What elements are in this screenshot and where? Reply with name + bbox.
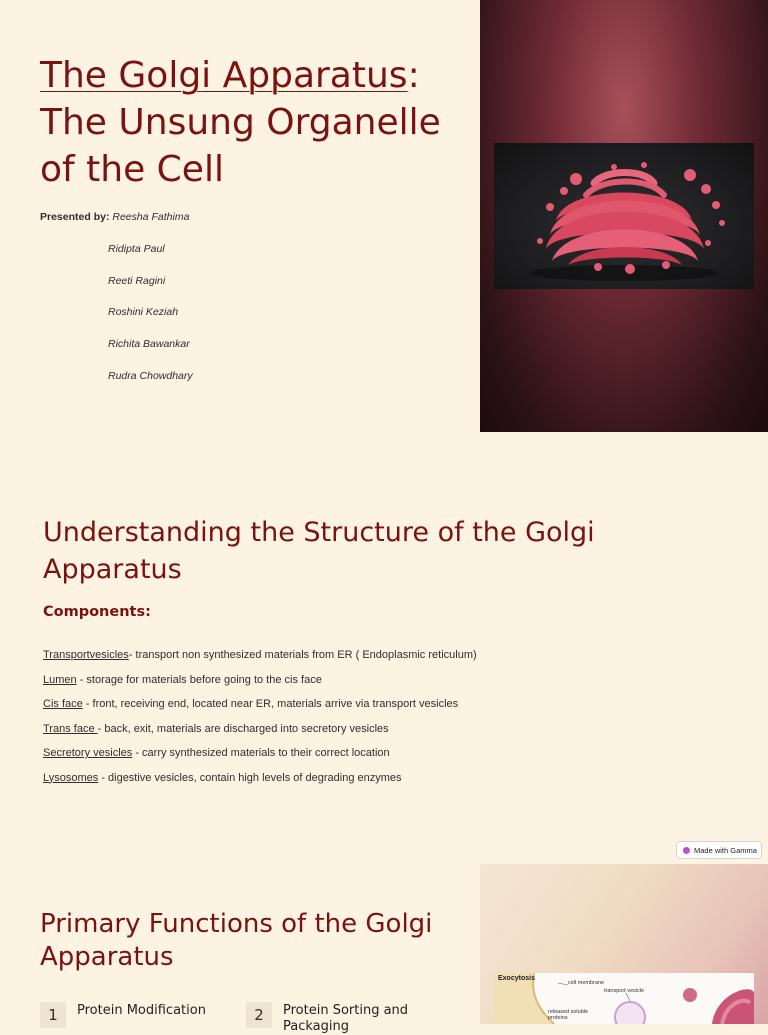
component-term: Lumen — [43, 673, 77, 686]
gamma-logo-icon — [683, 847, 690, 854]
components-list — [43, 646, 723, 793]
component-desc: - transport non synthesized materials from ER ( Endoplasmic reticulum) — [128, 649, 477, 661]
function-number: 1 — [40, 1002, 66, 1028]
diagram-label: released soluble proteins — [548, 1009, 589, 1021]
golgi-image — [494, 143, 754, 289]
title-subtitle: The Unsung Organelle of the Cell — [40, 102, 441, 190]
presenter-name: Rudra Chowdhary — [108, 369, 193, 382]
function-number: 2 — [246, 1002, 272, 1028]
component-term: Lysosomes — [43, 771, 99, 784]
title-slide — [0, 0, 768, 432]
presenter-name: Ridipta Paul — [108, 242, 165, 255]
diagram-label: cell membrane — [568, 980, 605, 986]
diagram-heading: Exocytosis — [498, 975, 535, 982]
presented-by-label: Presented by: — [40, 211, 110, 223]
presenter-name: Reeti Ragini — [108, 274, 166, 287]
list-item — [43, 769, 723, 794]
list-item — [43, 695, 723, 720]
component-desc: - front, receiving end, located near ER, materials arrive via transport vesicles — [82, 698, 459, 710]
components-heading: Components: — [43, 604, 151, 620]
title-link[interactable]: The Golgi Apparatus — [40, 55, 408, 96]
function-item — [246, 1002, 423, 1035]
badge-label: Made with Gamma — [694, 845, 757, 855]
presenters-block — [40, 211, 420, 402]
component-term: Transportvesicles — [43, 649, 129, 661]
slide-title — [40, 52, 460, 193]
list-item — [43, 720, 723, 745]
component-desc: - digestive vesicles, contain high levels of degrading enzymes — [98, 771, 402, 784]
golgi-apparatus-icon — [494, 143, 754, 289]
component-term: Cis face — [43, 698, 83, 710]
functions-slide — [0, 864, 768, 1034]
component-term: Trans face — [43, 722, 98, 735]
function-item — [40, 1002, 217, 1028]
diagram-label: transport vesicle — [604, 988, 645, 994]
component-desc: - storage for materials before going to the cis face — [76, 673, 322, 686]
component-desc: - back, exit, materials are discharged into secretory vesicles — [97, 722, 389, 735]
structure-slide — [0, 432, 768, 864]
list-item — [43, 744, 723, 769]
exocytosis-diagram — [494, 973, 754, 1024]
title-colon: : — [407, 55, 420, 96]
presenter-name: Richita Bawankar — [108, 338, 190, 351]
slide-title: Understanding the Structure of the Golgi Apparatus — [43, 517, 595, 585]
side-panel — [480, 864, 768, 1024]
presenter-name: Roshini Keziah — [108, 306, 179, 319]
component-desc: - carry synthesized materials to their correct location — [132, 747, 390, 759]
hero-panel — [480, 0, 768, 432]
slide-title: Primary Functions of the Golgi Apparatus — [40, 909, 433, 972]
list-item — [43, 671, 723, 696]
function-label: Protein Sorting and Packaging — [283, 1003, 409, 1034]
component-term: Secretory vesicles — [43, 747, 133, 759]
made-with-gamma-badge[interactable] — [676, 841, 762, 859]
presenter-name: Reesha Fathima — [112, 211, 190, 223]
function-label: Protein Modification — [77, 1003, 206, 1018]
list-item — [43, 646, 723, 671]
